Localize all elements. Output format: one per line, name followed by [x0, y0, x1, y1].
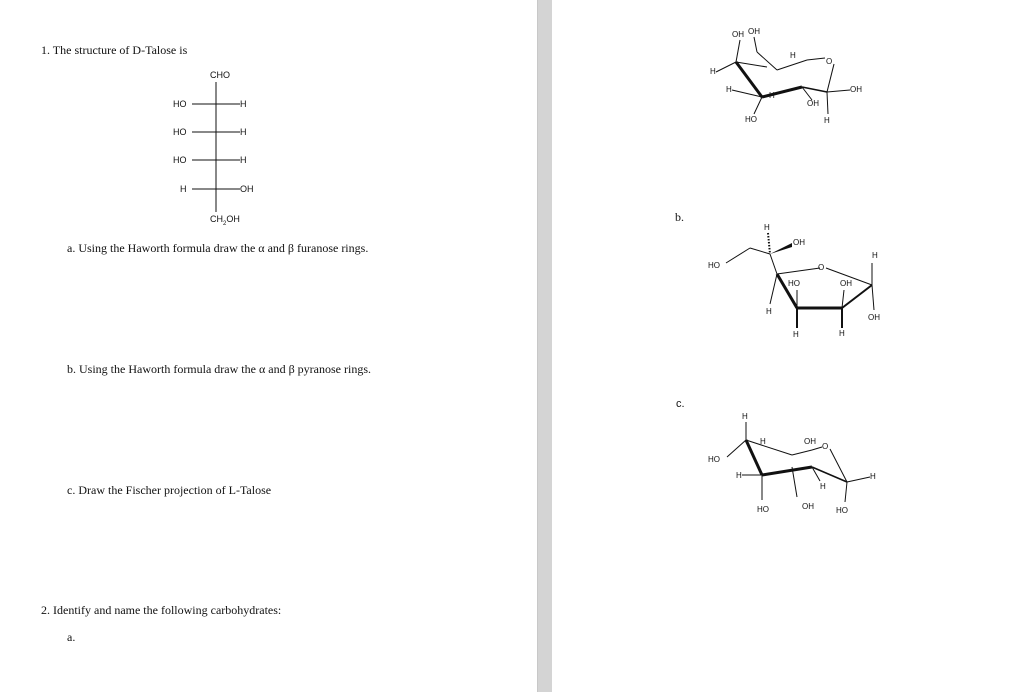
svg-text:H: H: [760, 437, 766, 446]
page-gutter: [537, 0, 553, 692]
question-1c-text: c. Draw the Fischer projection of L-Talose: [67, 483, 272, 497]
carbohydrate-structure-a: [702, 22, 872, 132]
question-2c-label: c.: [676, 398, 685, 410]
svg-text:OH: OH: [840, 279, 852, 288]
fischer-bottom-group: $CH_2OH$: [210, 214, 240, 227]
svg-text:H: H: [793, 330, 799, 339]
fischer-row2-left: HO: [173, 127, 187, 137]
carbohydrate-structure-c: [702, 405, 892, 520]
svg-text:H: H: [839, 329, 845, 338]
question-1a-text: a. Using the Haworth formula draw the α and β furanose rings.: [67, 241, 369, 255]
fischer-top-group: CHO: [210, 70, 230, 80]
fischer-projection-d-talose: [160, 62, 280, 232]
svg-text:OH: OH: [804, 437, 816, 446]
svg-text:OH: OH: [802, 502, 814, 511]
fischer-row2-right: H: [240, 127, 247, 137]
question-2-title: 2. Identify and name the following carbohydrates:: [41, 603, 282, 617]
svg-text:O: O: [822, 442, 829, 451]
svg-text:OH: OH: [850, 85, 862, 94]
svg-text:OH: OH: [732, 30, 744, 39]
svg-text:O: O: [818, 263, 825, 272]
svg-text:H: H: [764, 223, 770, 232]
svg-text:H: H: [769, 91, 775, 100]
question-2b-label: b.: [675, 210, 684, 224]
svg-text:HO: HO: [745, 115, 757, 124]
question-1-title: 1. The structure of D-Talose is: [41, 43, 188, 57]
svg-text:HO: HO: [788, 279, 800, 288]
svg-text:H: H: [820, 482, 826, 491]
document-page-right: [552, 0, 1009, 692]
fischer-row1-left: HO: [173, 99, 187, 109]
fischer-row4-left: H: [180, 184, 187, 194]
svg-text:H: H: [766, 307, 772, 316]
svg-text:H: H: [742, 412, 748, 421]
svg-text:HO: HO: [836, 506, 848, 515]
svg-text:H: H: [736, 471, 742, 480]
svg-text:H: H: [790, 51, 796, 60]
svg-text:OH: OH: [807, 99, 819, 108]
svg-text:HO: HO: [757, 505, 769, 514]
svg-text:OH: OH: [868, 313, 880, 322]
question-2a-label: a.: [67, 630, 76, 644]
svg-text:HO: HO: [708, 455, 720, 464]
svg-text:O: O: [826, 57, 833, 66]
fischer-row1-right: H: [240, 99, 247, 109]
svg-text:H: H: [710, 67, 716, 76]
question-1b-text: b. Using the Haworth formula draw the α and β pyranose rings.: [67, 362, 371, 376]
svg-text:HO: HO: [708, 261, 720, 270]
svg-text:H: H: [824, 116, 830, 125]
svg-text:OH: OH: [748, 27, 760, 36]
svg-text:H: H: [872, 251, 878, 260]
fischer-row3-right: H: [240, 155, 247, 165]
svg-text:H: H: [870, 472, 876, 481]
fischer-row3-left: HO: [173, 155, 187, 165]
svg-text:H: H: [726, 85, 732, 94]
svg-text:OH: OH: [793, 238, 805, 247]
fischer-row4-right: OH: [240, 184, 254, 194]
carbohydrate-structure-b: [702, 218, 892, 343]
